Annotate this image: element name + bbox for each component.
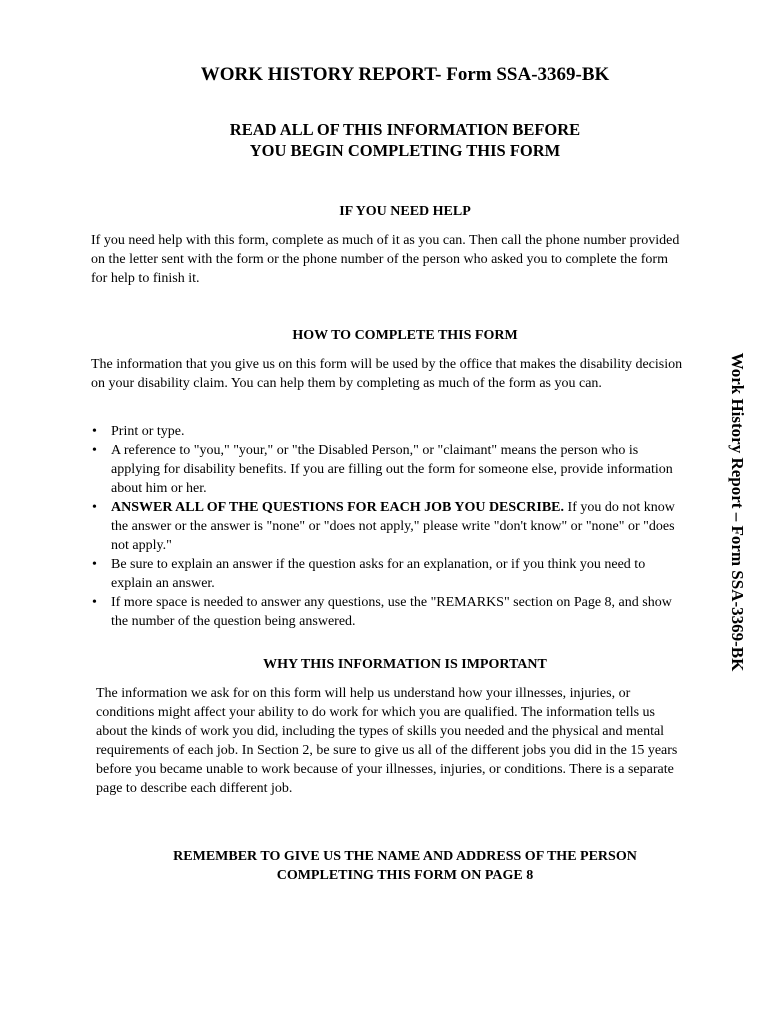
read-notice-line2: YOU BEGIN COMPLETING THIS FORM [249, 141, 561, 160]
bullet-emphasis: ANSWER ALL OF THE QUESTIONS FOR EACH JOB YOU DESCRIBE. [111, 500, 565, 515]
list-item [92, 422, 682, 441]
bullet-icon: • [92, 424, 97, 439]
bullet-icon: • [92, 595, 97, 610]
help-heading: IF YOU NEED HELP [339, 204, 471, 219]
why-text: The information we ask for on this form will help us understand how your illnesses, injuries, or conditions might affect your ability to do work for which you are qualified. The information tells us about the kinds of work you did, including the types of skills you needed and the physical and mental requirements of each job. In Section 2, be sure to give us all of the different jobs you did in the 15 years before you became unable to work because of your illnesses, injuries, or conditions. There is a separate page to describe each different job. [96, 686, 678, 796]
remember-line1: REMEMBER TO GIVE US THE NAME AND ADDRESS OF THE PERSON [173, 849, 637, 864]
bullet-text: A reference to "you," "your," or "the Disabled Person," or "claimant" means the person who is applying for disability benefits. If you are filling out the form for someone else, provide information about him or her. [111, 443, 673, 496]
bullet-icon: • [92, 443, 97, 458]
remember-notice [0, 847, 770, 885]
read-notice-line1: READ ALL OF THIS INFORMATION BEFORE [229, 120, 581, 139]
bullet-icon: • [92, 500, 97, 515]
bullet-text: Print or type. [111, 424, 185, 439]
list-item [92, 555, 682, 593]
how-to-intro: The information that you give us on this form will be used by the office that makes the disability decision on your disability claim. You can help them by completing as much of the form as you can. [91, 357, 683, 391]
list-item [92, 498, 682, 555]
bullet-text: If more space is needed to answer any questions, use the "REMARKS" section on Page 8, and show the number of the question being answered. [111, 595, 672, 629]
form-title: WORK HISTORY REPORT- Form SSA-3369-BK [200, 64, 610, 85]
why-heading: WHY THIS INFORMATION IS IMPORTANT [263, 657, 547, 672]
side-form-label: Work History Report – Form SSA-3369-BK [728, 352, 747, 672]
list-item [92, 593, 682, 631]
instructions-list [92, 422, 682, 631]
read-notice [0, 119, 770, 161]
help-text: If you need help with this form, complete as much of it as you can. Then call the phone number provided on the letter sent with the form or the phone number of the person who asked you to complete the form for help to finish it. [91, 233, 680, 286]
bullet-text: Be sure to explain an answer if the question asks for an explanation, or if you think you need to explain an answer. [111, 557, 646, 591]
bullet-text: If you do not know the answer or the answer is "none" or "does not apply," please write "don't know" or "none" or "does not apply." [111, 500, 675, 553]
remember-line2: COMPLETING THIS FORM ON PAGE 8 [276, 868, 534, 883]
how-to-heading: HOW TO COMPLETE THIS FORM [292, 328, 518, 343]
bullet-icon: • [92, 557, 97, 572]
list-item [92, 441, 682, 498]
